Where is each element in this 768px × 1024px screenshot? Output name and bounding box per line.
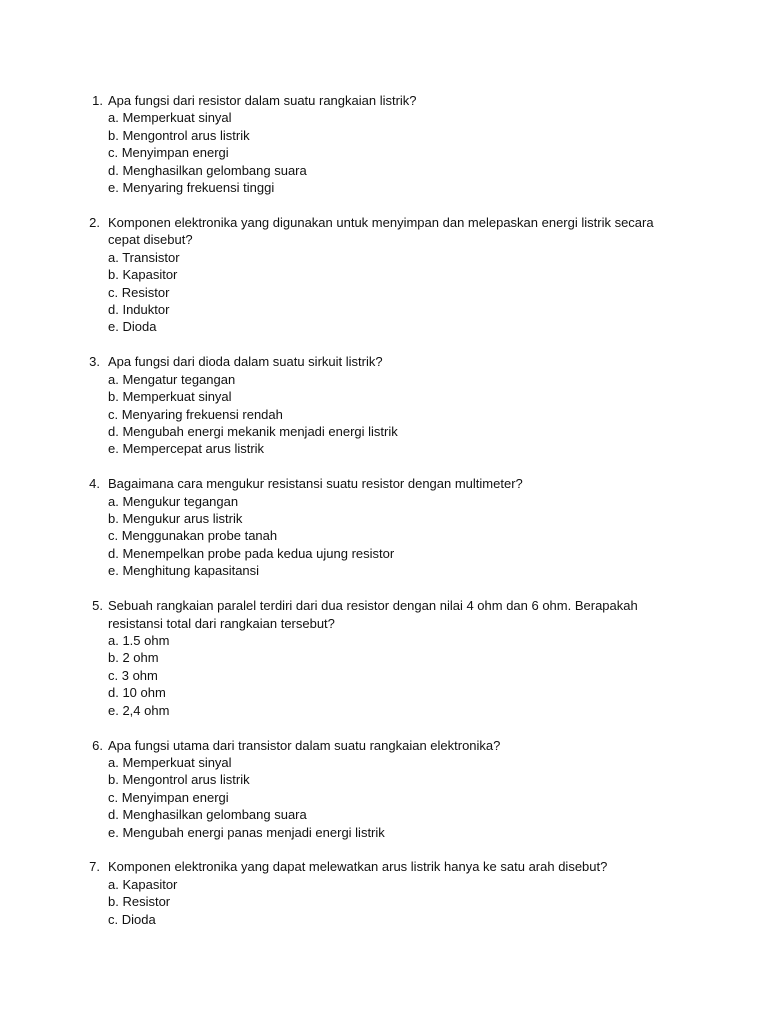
- option-item: b. Mengukur arus listrik: [108, 511, 243, 527]
- option-list: [0, 754, 768, 841]
- option-item: b. Mengontrol arus listrik: [108, 772, 250, 788]
- option-item: a. Kapasitor: [108, 876, 178, 892]
- question-number: 4.: [89, 476, 100, 492]
- option-item: b. Kapasitor: [108, 267, 178, 283]
- question-line: [0, 214, 768, 249]
- question-line: [0, 92, 768, 109]
- option-item: c. 3 ohm: [108, 667, 158, 683]
- option-item: b. Mengontrol arus listrik: [108, 127, 250, 143]
- option-list: [0, 632, 768, 719]
- option-item: e. Menyaring frekuensi tinggi: [108, 180, 275, 196]
- question-text: Apa fungsi dari resistor dalam suatu rangkaian listrik?: [108, 93, 417, 108]
- question-line: [0, 353, 768, 370]
- question-text: Komponen elektronika yang digunakan untuk menyimpan dan melepaskan energi listrik secara cepat disebut?: [108, 214, 654, 248]
- question-item: [0, 597, 768, 719]
- question-number: 5.: [92, 598, 103, 614]
- option-item: a. Memperkuat sinyal: [108, 754, 232, 770]
- question-item: [0, 737, 768, 841]
- option-item: b. Resistor: [108, 894, 171, 910]
- option-item: c. Dioda: [108, 911, 156, 927]
- question-line: [0, 858, 768, 875]
- option-item: b. 2 ohm: [108, 650, 159, 666]
- option-item: a. Memperkuat sinyal: [108, 110, 232, 126]
- option-item: e. Mengubah energi panas menjadi energi listrik: [108, 824, 385, 840]
- option-item: d. Menghasilkan gelombang suara: [108, 162, 307, 178]
- option-item: a. Transistor: [108, 249, 180, 265]
- option-item: d. 10 ohm: [108, 685, 166, 701]
- question-item: [0, 475, 768, 579]
- question-item: [0, 858, 768, 928]
- option-item: a. 1.5 ohm: [108, 632, 170, 648]
- question-text: Apa fungsi dari dioda dalam suatu sirkuit listrik?: [108, 354, 383, 370]
- question-text: Sebuah rangkaian paralel terdiri dari dua resistor dengan nilai 4 ohm dan 6 ohm. Berapakah resistansi total dari rangkaian tersebut?: [108, 598, 638, 631]
- question-item: [0, 214, 768, 336]
- question-number: 6.: [92, 737, 103, 753]
- question-item: [0, 353, 768, 457]
- option-item: d. Menempelkan probe pada kedua ujung resistor: [108, 545, 395, 561]
- option-item: d. Induktor: [108, 301, 170, 317]
- question-text: Bagaimana cara mengukur resistansi suatu resistor dengan multimeter?: [108, 476, 523, 492]
- option-item: e. Dioda: [108, 319, 157, 335]
- question-line: [0, 737, 768, 754]
- question-line: [0, 475, 768, 492]
- option-item: d. Menghasilkan gelombang suara: [108, 807, 307, 823]
- option-item: b. Memperkuat sinyal: [108, 389, 232, 405]
- question-number: 2.: [89, 214, 100, 230]
- option-item: c. Resistor: [108, 284, 170, 300]
- question-number: 1.: [92, 93, 103, 108]
- option-item: e. 2,4 ohm: [108, 702, 170, 718]
- option-item: c. Menyaring frekuensi rendah: [108, 406, 283, 422]
- question-item: [0, 92, 768, 196]
- question-line: [0, 597, 768, 632]
- option-item: d. Mengubah energi mekanik menjadi energi listrik: [108, 423, 398, 439]
- option-item: e. Menghitung kapasitansi: [108, 563, 260, 579]
- option-list: [0, 249, 768, 336]
- option-item: c. Menyimpan energi: [108, 789, 229, 805]
- option-list: [0, 876, 768, 928]
- option-item: c. Menggunakan probe tanah: [108, 528, 278, 544]
- option-item: c. Menyimpan energi: [108, 145, 229, 161]
- question-list: [0, 92, 768, 946]
- question-text: Apa fungsi utama dari transistor dalam suatu rangkaian elektronika?: [108, 737, 501, 753]
- question-number: 3.: [89, 354, 100, 370]
- option-list: [0, 109, 768, 196]
- option-item: a. Mengukur tegangan: [108, 493, 239, 509]
- option-list: [0, 493, 768, 580]
- question-text: Komponen elektronika yang dapat melewatkan arus listrik hanya ke satu arah disebut?: [108, 859, 608, 875]
- option-item: a. Mengatur tegangan: [108, 371, 236, 387]
- option-item: e. Mempercepat arus listrik: [108, 441, 265, 457]
- question-number: 7.: [89, 859, 100, 875]
- option-list: [0, 371, 768, 458]
